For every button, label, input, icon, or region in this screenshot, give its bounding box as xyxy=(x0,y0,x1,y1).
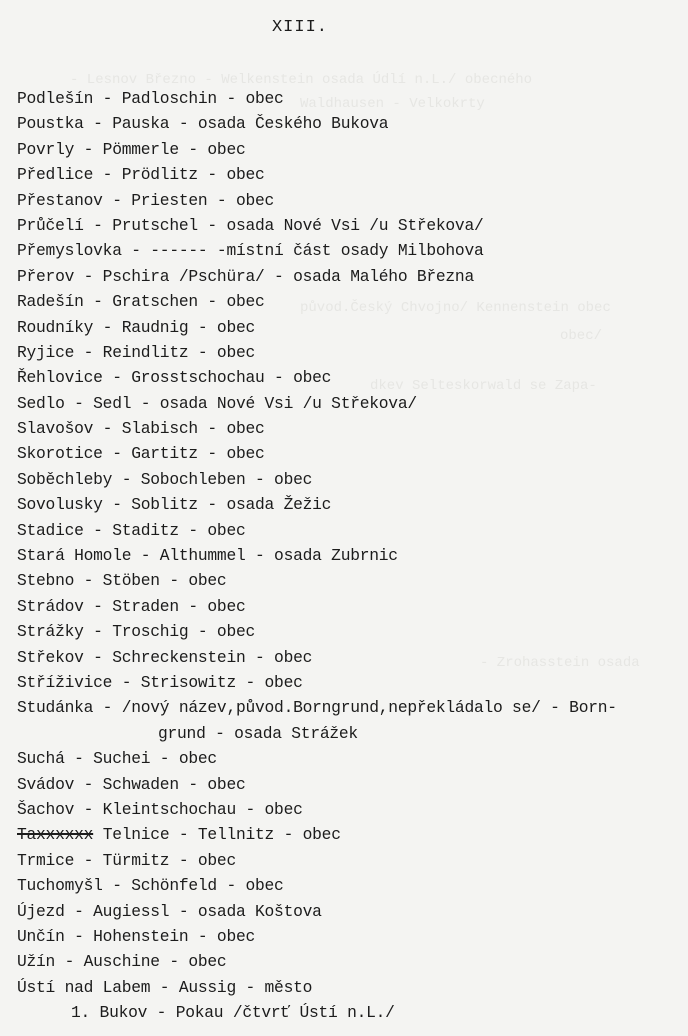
list-item: Průčelí - Prutschel - osada Nové Vsi /u Střekova/ xyxy=(17,215,484,235)
list-item: Strádov - Straden - obec xyxy=(17,596,246,616)
list-item-text: Telnice - Tellnitz - obec xyxy=(102,825,341,845)
show-through-text: - Zrohasstein osada xyxy=(480,655,640,671)
list-item: Povrly - Pömmerle - obec xyxy=(17,139,246,159)
list-item: Suchá - Suchei - obec xyxy=(17,749,217,769)
list-item: Přerov - Pschira /Pschüra/ - osada Malého Března xyxy=(17,266,474,286)
list-item: Přestanov - Priesten - obec xyxy=(17,190,275,210)
list-item: Tuchomyšl - Schönfeld - obec xyxy=(17,876,284,896)
page-number: XIII. xyxy=(271,18,328,37)
list-item: Ryjice - Reindlitz - obec xyxy=(17,342,256,362)
list-item: Střekov - Schreckenstein - obec xyxy=(17,647,313,667)
list-item: Újezd - Augiessl - osada Koštova xyxy=(17,901,322,921)
list-item: Studánka - /nový název,původ.Borngrund,nepřekládalo se/ - Born- xyxy=(17,698,617,718)
list-item: Šachov - Kleintschochau - obec xyxy=(17,799,303,819)
list-item: Unčín - Hohenstein - obec xyxy=(17,926,256,946)
show-through-text: - Lesnov Březno - Welkenstein osada Údlí n.L./ obecného xyxy=(70,72,533,88)
list-item: Stadice - Staditz - obec xyxy=(17,520,246,540)
list-item: Ústí nad Labem - Aussig - město xyxy=(17,977,313,997)
show-through-text: Waldhausen - Velkokrty xyxy=(300,96,485,112)
entry-list xyxy=(17,86,677,1025)
list-item: Podlešín - Padloschin - obec xyxy=(17,89,284,108)
list-item: Skorotice - Gartitz - obec xyxy=(17,444,265,464)
list-item: Přemyslovka - ------ -místní část osady Milbohova xyxy=(17,241,484,261)
list-item-continuation: grund - osada Strážek xyxy=(158,723,358,743)
list-item: Stříživice - Strisowitz - obec xyxy=(17,672,303,692)
list-item: Roudníky - Raudnig - obec xyxy=(17,317,256,337)
struck-out-word: Taxxxxxx xyxy=(17,825,94,845)
list-item: Užín - Auschine - obec xyxy=(17,952,227,972)
list-item-sub: 1. Bukov - Pokau /čtvrť Ústí n.L./ xyxy=(71,1003,395,1023)
list-item: Svádov - Schwaden - obec xyxy=(17,774,246,794)
list-item xyxy=(17,822,677,847)
list-item: Radešín - Gratschen - obec xyxy=(17,292,265,312)
list-item: Strážky - Troschig - obec xyxy=(17,622,256,642)
list-item: Předlice - Prödlitz - obec xyxy=(17,165,265,185)
list-item: Stará Homole - Althummel - osada Zubrnic xyxy=(17,546,398,566)
list-item: Slavošov - Slabisch - obec xyxy=(17,419,265,439)
list-item: Soběchleby - Sobochleben - obec xyxy=(17,469,313,489)
show-through-text: obec/ xyxy=(560,328,603,344)
list-item: Trmice - Türmitz - obec xyxy=(17,850,236,870)
list-item: Řehlovice - Grosstschochau - obec xyxy=(17,368,332,388)
list-item: Stebno - Stöben - obec xyxy=(17,571,227,591)
show-through-text: původ.Český Chvojno/ Kennenstein obec xyxy=(300,300,611,316)
list-item: Poustka - Pauska - osada Českého Bukova xyxy=(17,114,389,134)
list-item: Sovolusky - Soblitz - osada Žežic xyxy=(17,495,332,515)
list-item: Sedlo - Sedl - osada Nové Vsi /u Střekova/ xyxy=(17,393,417,413)
show-through-text: dkev Selteskorwald se Zapa- xyxy=(370,378,597,394)
